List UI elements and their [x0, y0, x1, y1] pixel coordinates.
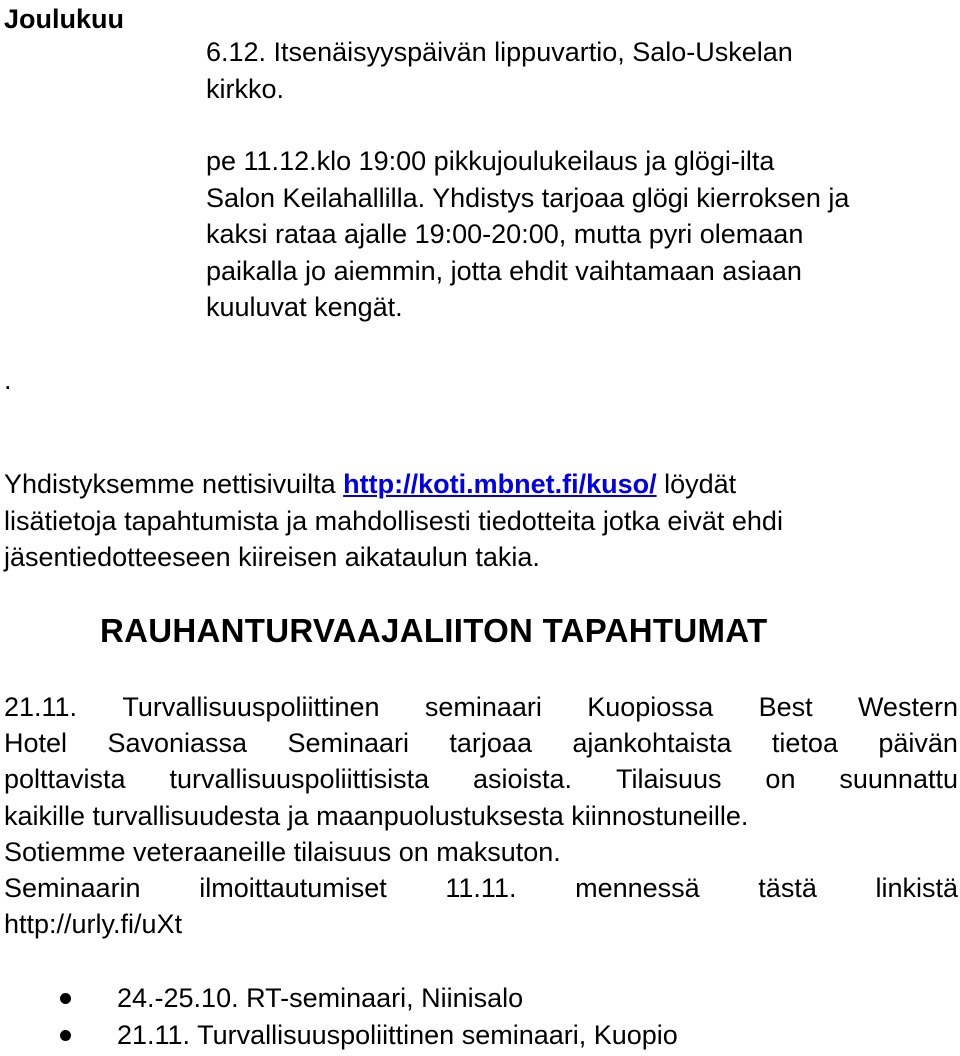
section-heading: RAUHANTURVAAJALIITON TAPAHTUMAT: [100, 612, 768, 649]
website-text-before: Yhdistyksemme nettisivuilta: [4, 469, 344, 499]
website-text-after: löydät: [656, 469, 737, 499]
event-line: kaksi rataa ajalle 19:00-20:00, mutta pyri olemaan: [206, 219, 804, 249]
seminar-line: polttavista turvallisuuspoliittisista asioista. Tilaisuus on suunnattu: [4, 764, 958, 795]
event-line: Salon Keilahallilla. Yhdistys tarjoaa glögi kierroksen ja: [206, 182, 850, 213]
website-line-1: [4, 466, 956, 503]
seminar-line[interactable]: http://urly.fi/uXt: [4, 909, 183, 940]
event-independence-day: [206, 34, 946, 107]
seminar-line: Sotiemme veteraaneille tilaisuus on maksuton.: [4, 836, 561, 867]
bullet-dot-icon: [60, 993, 71, 1004]
event-line: 6.12. Itsenäisyyspäivän lippuvartio, Salo-Uskelan: [206, 37, 793, 67]
website-link[interactable]: http://koti.mbnet.fi/kuso/: [343, 469, 657, 499]
stray-dot: .: [4, 365, 12, 395]
month-heading: Joulukuu: [4, 4, 124, 34]
website-line-3: jäsentiedotteeseen kiireisen aikataulun takia.: [4, 542, 540, 572]
seminar-line: Seminaarin ilmoittautumiset 11.11. mennessä tästä linkistä: [4, 873, 958, 904]
seminar-line: 21.11. Turvallisuuspoliittinen seminaari Kuopiossa Best Western: [4, 692, 958, 722]
seminar-line: kaikille turvallisuudesta ja maanpuolustuksesta kiinnostuneille.: [4, 800, 749, 831]
event-bowling: [206, 143, 946, 326]
list-item-text: 21.11. Turvallisuuspoliittinen seminaari, Kuopio: [117, 1019, 678, 1050]
list-item: [0, 980, 960, 1017]
list-item: [0, 1017, 960, 1054]
website-paragraph: [4, 466, 956, 576]
seminar-line: Hotel Savoniassa Seminaari tarjoaa ajankohtaista tietoa päivän: [4, 728, 958, 759]
seminar-paragraph: [4, 689, 958, 942]
event-line: paikalla jo aiemmin, jotta ehdit vaihtamaan asiaan: [206, 255, 802, 286]
event-line: pe 11.12.klo 19:00 pikkujoulukeilaus ja glögi-ilta: [206, 146, 775, 176]
event-line: kuuluvat kengät.: [206, 292, 403, 322]
website-line-2: lisätietoja tapahtumista ja mahdollisesti tiedotteita jotka eivät ehdi: [4, 505, 783, 536]
event-line: kirkko.: [206, 73, 285, 104]
bullet-dot-icon: [60, 1030, 71, 1041]
list-item-text: 24.-25.10. RT-seminaari, Niinisalo: [117, 983, 524, 1013]
events-bullet-list: [0, 980, 960, 1053]
